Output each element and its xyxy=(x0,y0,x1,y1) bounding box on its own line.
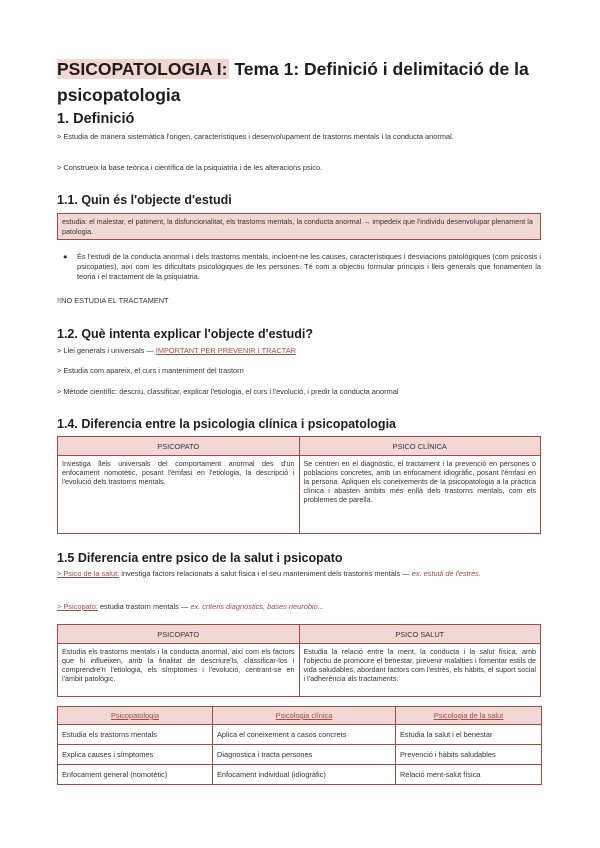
section-heading-clinica: 1.4. Diferencia entre la psicologia clínica i psicopatologia xyxy=(57,417,396,431)
salut-line-2: > Psicopato: estudia trastorn mentals — ex. criteris diagnostics, bases neurobio... xyxy=(57,602,324,611)
objecte-bullet: ● És l'estudi de la conducta anormal i dels trastorns mentals, incloent-ne les causes, característiques i desviacions patològiques (com psicosis i psicopaties), així com les dificultats psicològiques de les persones. Té com a objectiu formular principis i lleis generals que fonamenten la teoria i el tractament de la psiquiatria. xyxy=(57,252,541,282)
psico-salut-link[interactable]: > Psico de la salut: xyxy=(57,569,120,578)
no-tractament-note: !!NO ESTUDIA EL TRACTAMENT xyxy=(57,296,169,305)
bullet-dot-icon: ● xyxy=(63,252,68,261)
explicar-line-3: > Mètode científic: descriu, classificar, explicar l'etiologia, el curs i l'evolució, i predir la conducta anormal xyxy=(57,387,399,396)
clinica-comparison-table xyxy=(57,436,541,534)
definicio-paragraph-2: > Construeix la base teòrica i científica de la psiquiatria i de les alteracions psico. xyxy=(57,163,323,172)
table-cell: Enfocament individual (idiogràfic) xyxy=(213,765,396,785)
table-row xyxy=(58,765,542,785)
table-row xyxy=(58,725,542,745)
psicopato-link[interactable]: > Psicopato: xyxy=(57,602,98,611)
header-psicologia-clinica: Psicologia clínica xyxy=(213,707,396,725)
table-cell: Estudia els trastorns mentals xyxy=(58,725,213,745)
section-heading-explicar: 1.2. Què intenta explicar l'objecte d'estudi? xyxy=(57,327,314,341)
section-heading-objecte: 1.1. Quin és l'objecte d'estudi xyxy=(57,193,232,207)
table-row xyxy=(58,745,542,765)
table-cell-psico-clinica: Se centren en el diagnòstic, el tractament i la prevenció en persones o poblacions concretes, amb un enfocament idiogràfic, posant l'èmfasi en la persona. Apliquen els coneixements de la psicopatologia a la pràctica clínica i abasten àmbits més enllà dels trastorns mentals, com els problemes de parella. xyxy=(299,456,541,534)
salut-line-1: > Psico de la salut: investiga factors relacionats a salut física i el seu manteniment dels trastorns mentals — ex. estudi de l'estrès. xyxy=(57,569,481,578)
definicio-paragraph-1: > Estudia de manera sistemàtica l'origen, característiques i desenvolupament de trastorns mentals i la conducta anormal. xyxy=(57,132,454,141)
section-heading-salut: 1.5 Diferencia entre psico de la salut i psicopato xyxy=(57,551,343,565)
table-header-psico-clinica: PSICO CLÍNICA xyxy=(299,437,541,456)
table-header-row xyxy=(58,707,542,725)
table-header-psicopato: PSICOPATO xyxy=(58,437,300,456)
objecte-highlight-box: estudia: el malestar, el patiment, la disfuncionalitat, els trastorns mentals, la conducta anormal → impedeix que l'individu desenvolupar plenament la patologia. xyxy=(57,213,541,240)
title-rest: Tema 1: Definició i delimitació de la psicopatologia xyxy=(57,59,529,105)
salut-comparison-table xyxy=(57,624,541,697)
table-header-psico-salut: PSICO SALUT xyxy=(299,625,541,644)
section-heading-definicio: 1. Definició xyxy=(57,111,135,127)
table-cell: Enfocament general (nomotètic) xyxy=(58,765,213,785)
document-title xyxy=(57,56,541,108)
header-psicopatologia: Psicopatologia xyxy=(58,707,213,725)
summary-table xyxy=(57,706,542,785)
title-highlight: PSICOPATOLOGIA I: xyxy=(57,59,228,79)
table-cell-psicopato: Estudia els trastorns mentals i la conducta anormal, així com els factors que hi influeixen, amb la finalitat de descriure'ls, classificar-los i comprendre'n l'etiologia, els símptomes i l'evolució, centrant-se en l'àmbit patològic. xyxy=(58,644,300,697)
table-cell: Prevenció i hàbits saludables xyxy=(396,745,542,765)
important-link[interactable]: IMPORTANT PER PREVENIR I TRACTAR xyxy=(155,346,296,355)
table-cell-psico-salut: Estudia la relació entre la ment, la conducta i la salut física, amb l'objectiu de promoure el benestar, prevenir malalties i fomentar estils de vida saludables, abordant factors com l'estrès, els hàbits, el suport social i l'adherència als tractaments. xyxy=(299,644,541,697)
table-cell: Relació ment-salut física xyxy=(396,765,542,785)
explicar-line-1: > Llei generals i universals — IMPORTANT PER PREVENIR I TRACTAR xyxy=(57,346,296,355)
table-header-psicopato: PSICOPATO xyxy=(58,625,300,644)
header-psicologia-salut: Psicologia de la salut xyxy=(396,707,542,725)
table-cell: Estudia la salut i el benestar xyxy=(396,725,542,745)
explicar-line-2: > Estudia com apareix, el curs i manteniment del trastorn xyxy=(57,366,244,375)
table-cell: Explica causes i símptomes xyxy=(58,745,213,765)
table-cell: Diagnostica i tracta persones xyxy=(213,745,396,765)
table-cell-psicopato: Investiga lleis universals del comportament anormal des d'un enfocament nomotètic, posant l'èmfasi en l'etiologia, la descripció i l'evolució dels trastorns mentals. xyxy=(58,456,300,534)
table-cell: Aplica el coneixement a casos concrets xyxy=(213,725,396,745)
